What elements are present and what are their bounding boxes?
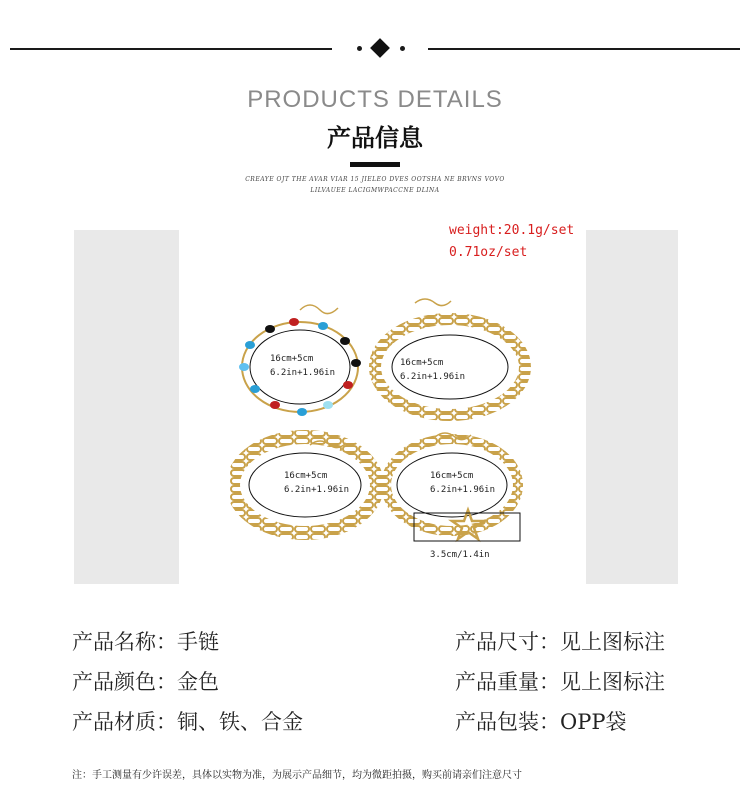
spec-product-name: 产品名称：手链 <box>72 630 219 654</box>
measurement-note: 注：手工测量有少许误差，具体以实物为准，为展示产品细节，均为微距拍摄，购买前请亲们注意尺寸 <box>72 770 522 781</box>
header-rule-left <box>10 48 332 50</box>
diamond-icon <box>370 38 390 58</box>
title-underline <box>350 162 400 167</box>
bracelet-set-photo <box>230 285 550 585</box>
spec-product-package: 产品包装：OPP袋 <box>455 710 627 734</box>
bracelet-1-size-cm: 16cm+5cm <box>270 354 314 364</box>
spec-product-size: 产品尺寸：见上图标注 <box>455 630 665 654</box>
bracelet-4-size-in: 6.2in+1.96in <box>430 485 496 495</box>
header-dot-left <box>357 46 362 51</box>
weight-per-set-oz: 0.71oz/set <box>449 245 528 260</box>
bracelet-2-size-in: 6.2in+1.96in <box>400 372 466 382</box>
right-gray-panel <box>586 230 678 584</box>
products-details-title: PRODUCTS DETAILS <box>247 86 503 113</box>
spec-product-weight: 产品重量：见上图标注 <box>455 670 665 694</box>
bracelet-2-size-cm: 16cm+5cm <box>400 358 444 368</box>
product-info-title: 产品信息 <box>327 124 423 152</box>
header-dot-right <box>400 46 405 51</box>
spec-product-material: 产品材质：铜、铁、合金 <box>72 710 303 734</box>
decorative-script-line-1: CREAYE OJT THE AVAR VIAR 15 JIELEO DVES OOTSHA NE BRVNS VOVO <box>245 176 505 183</box>
bracelet-3-size-cm: 16cm+5cm <box>284 471 328 481</box>
bracelet-4-size-cm: 16cm+5cm <box>430 471 474 481</box>
left-gray-panel <box>74 230 179 584</box>
weight-per-set-g: weight:20.1g/set <box>449 223 575 238</box>
chunky-chain-bracelet-top <box>375 299 525 415</box>
star-charm-size: 3.5cm/1.4in <box>430 550 490 560</box>
decorative-script-line-2: LILVAUEE LACIGMWPACCNE DLINA <box>310 187 440 194</box>
bracelet-3-size-in: 6.2in+1.96in <box>284 485 350 495</box>
header-rule-right <box>428 48 740 50</box>
bracelet-1-size-in: 6.2in+1.96in <box>270 368 336 378</box>
spec-product-color: 产品颜色：金色 <box>72 670 219 694</box>
